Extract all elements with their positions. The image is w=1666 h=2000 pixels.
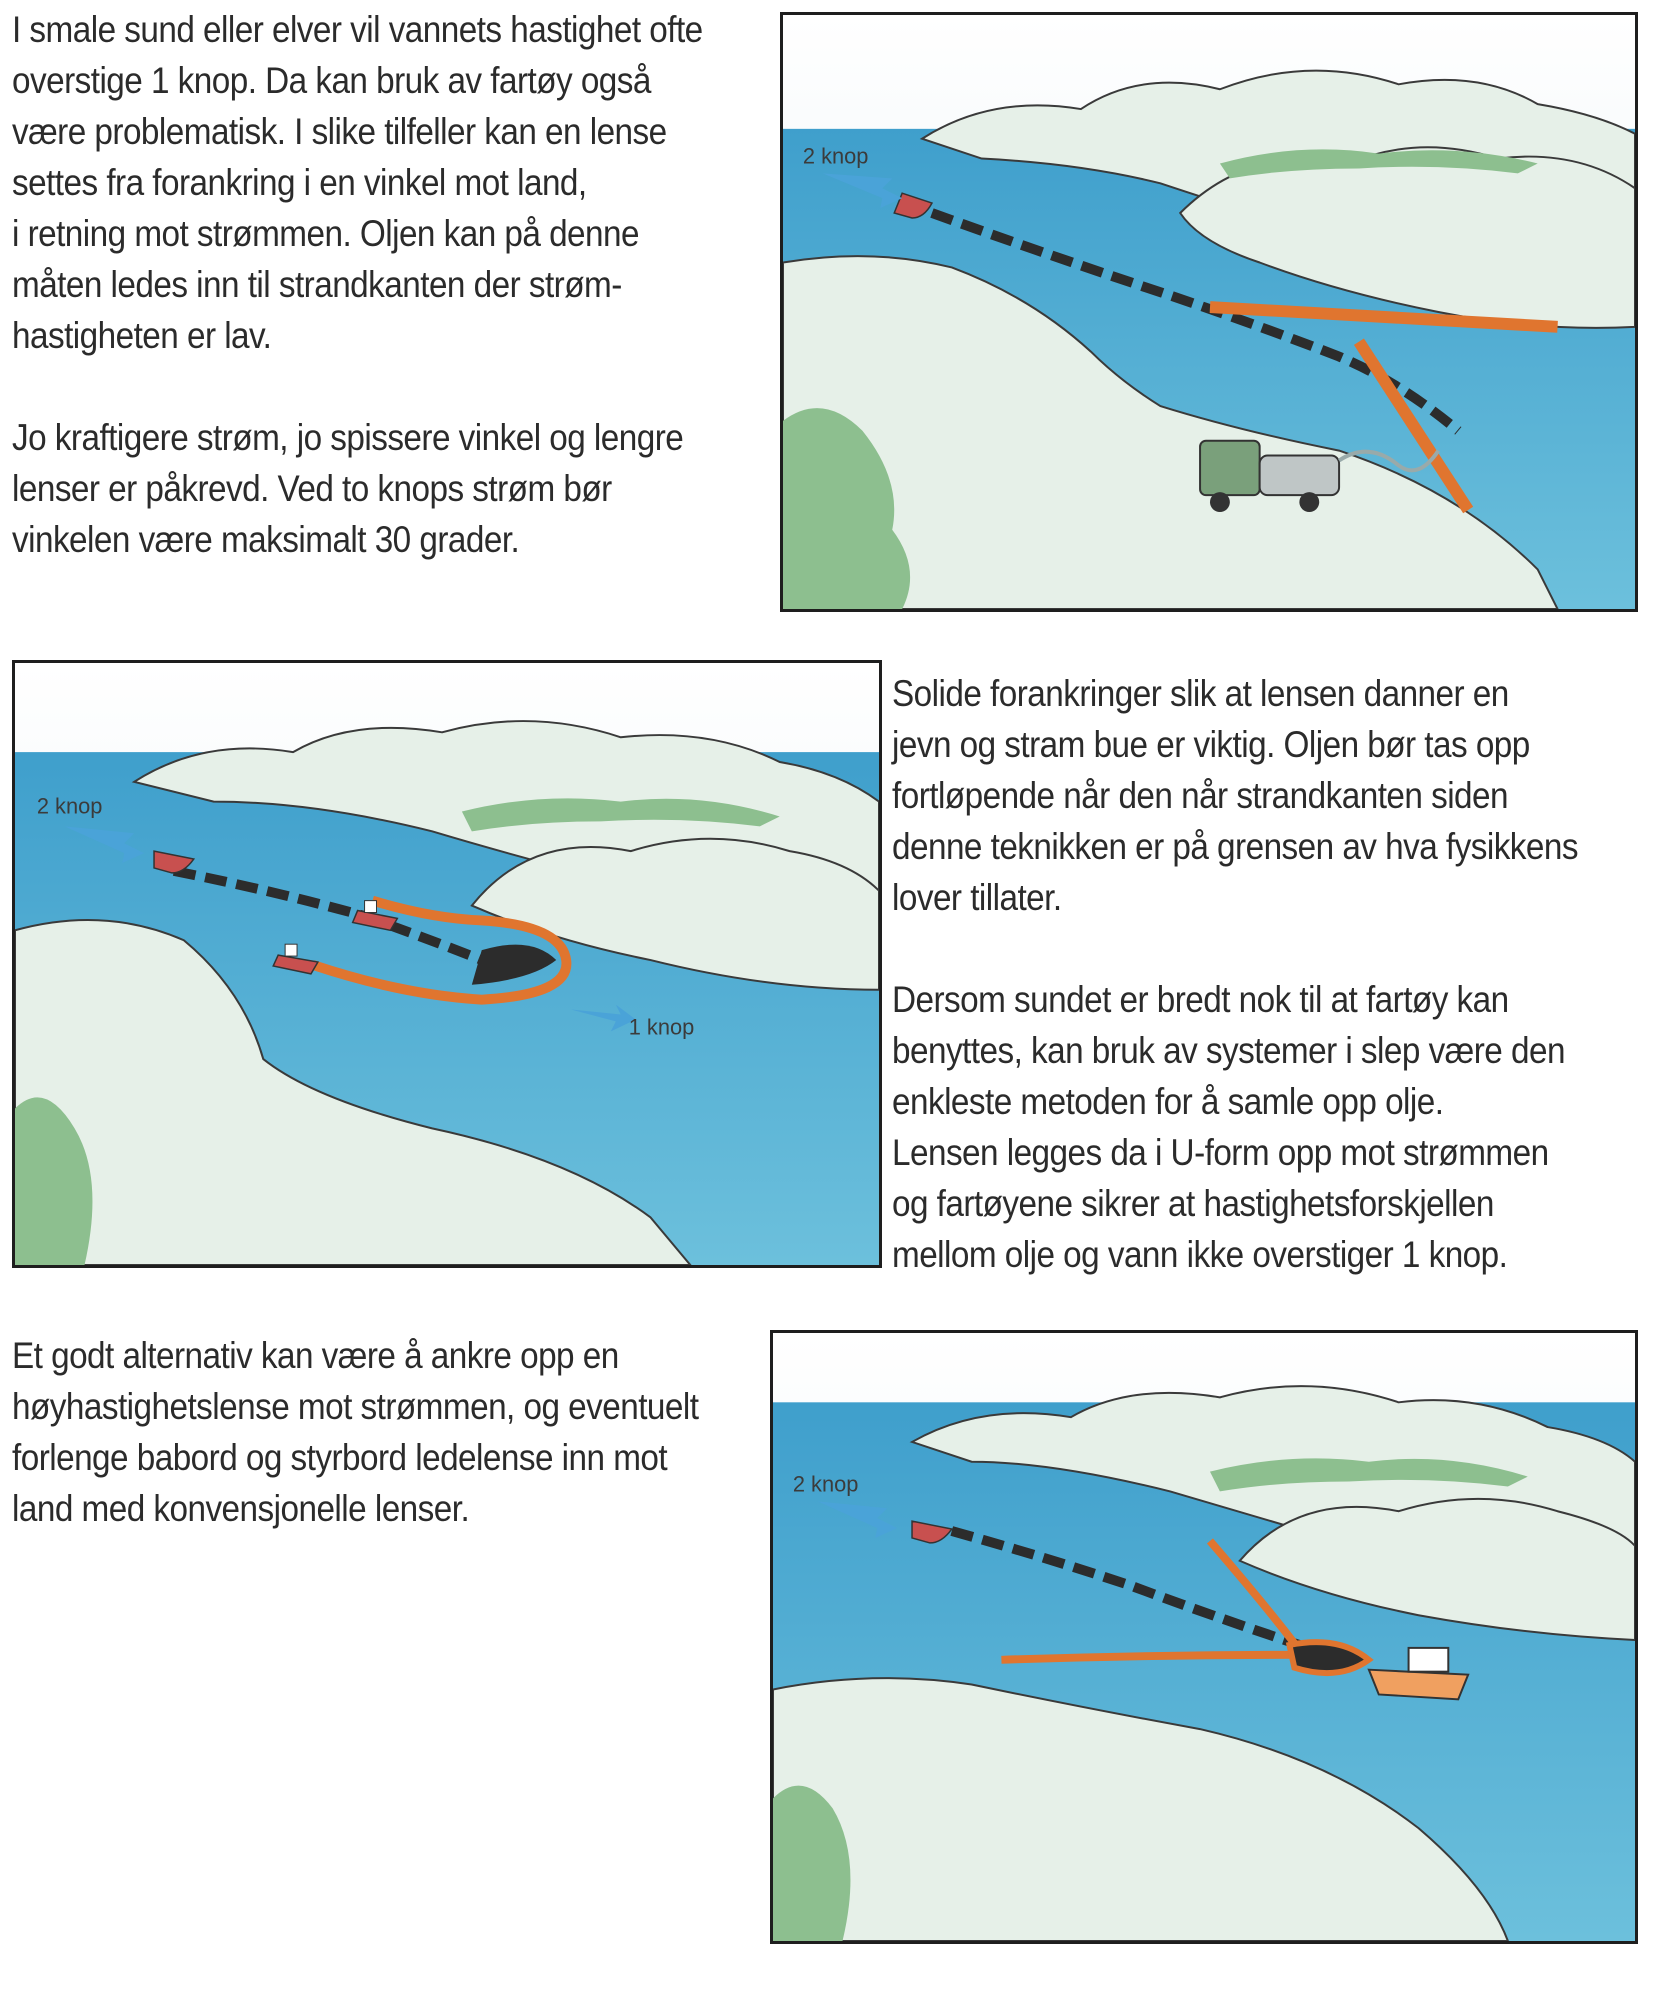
anchoring-paragraph: Solide forankringer slik at lensen danner en jevn og stram bue er viktig. Oljen bør tas opp fortløpende når den når strandkanten siden denne teknikken er på grensen av hva fysikkens lover tillater. [892, 673, 1578, 918]
high-speed-boom-paragraph: Et godt alternativ kan være å ankre opp en høyhastighetslense mot strømmen, og eventuelt forlenge babord og styrbord ledelense inn mot land med konvensjonelle lenser. [12, 1335, 699, 1529]
current-label: 2 knop [792, 1471, 859, 1497]
current-angle-paragraph: Jo kraftigere strøm, jo spissere vinkel og lengre lenser er påkrevd. Ved to knops strøm bør vinkelen være maksimalt 30 grader. [12, 417, 684, 560]
tow-system-paragraph: Dersom sundet er bredt nok til at fartøy kan benyttes, kan bruk av systemer i slep være den enkleste metoden for å samle opp olje. Lensen legges da i U-form opp mot strømmen og fartøyene sikrer at hastighetsforskjellen mellom olje og vann ikke overstiger 1 knop. [892, 979, 1565, 1275]
intro-paragraph: I smale sund eller elver vil vannets hastighet ofte overstige 1 knop. Da kan bruk av fartøy også være problematisk. I slike tilfeller kan en lense settes fra forankring i en vinkel mot land, i retning mot strømmen. Oljen kan på denne måten ledes inn til strandkanten der strøm- hastigheten er lav. [12, 9, 703, 356]
current-label: 2 knop [36, 793, 103, 819]
tow-speed-label: 1 knop [628, 1014, 695, 1040]
figure-u-boom-tow [12, 660, 882, 1268]
figure-high-speed-boom [770, 1330, 1638, 1944]
figure-angled-boom [780, 12, 1638, 612]
current-label: 2 knop [802, 143, 869, 169]
